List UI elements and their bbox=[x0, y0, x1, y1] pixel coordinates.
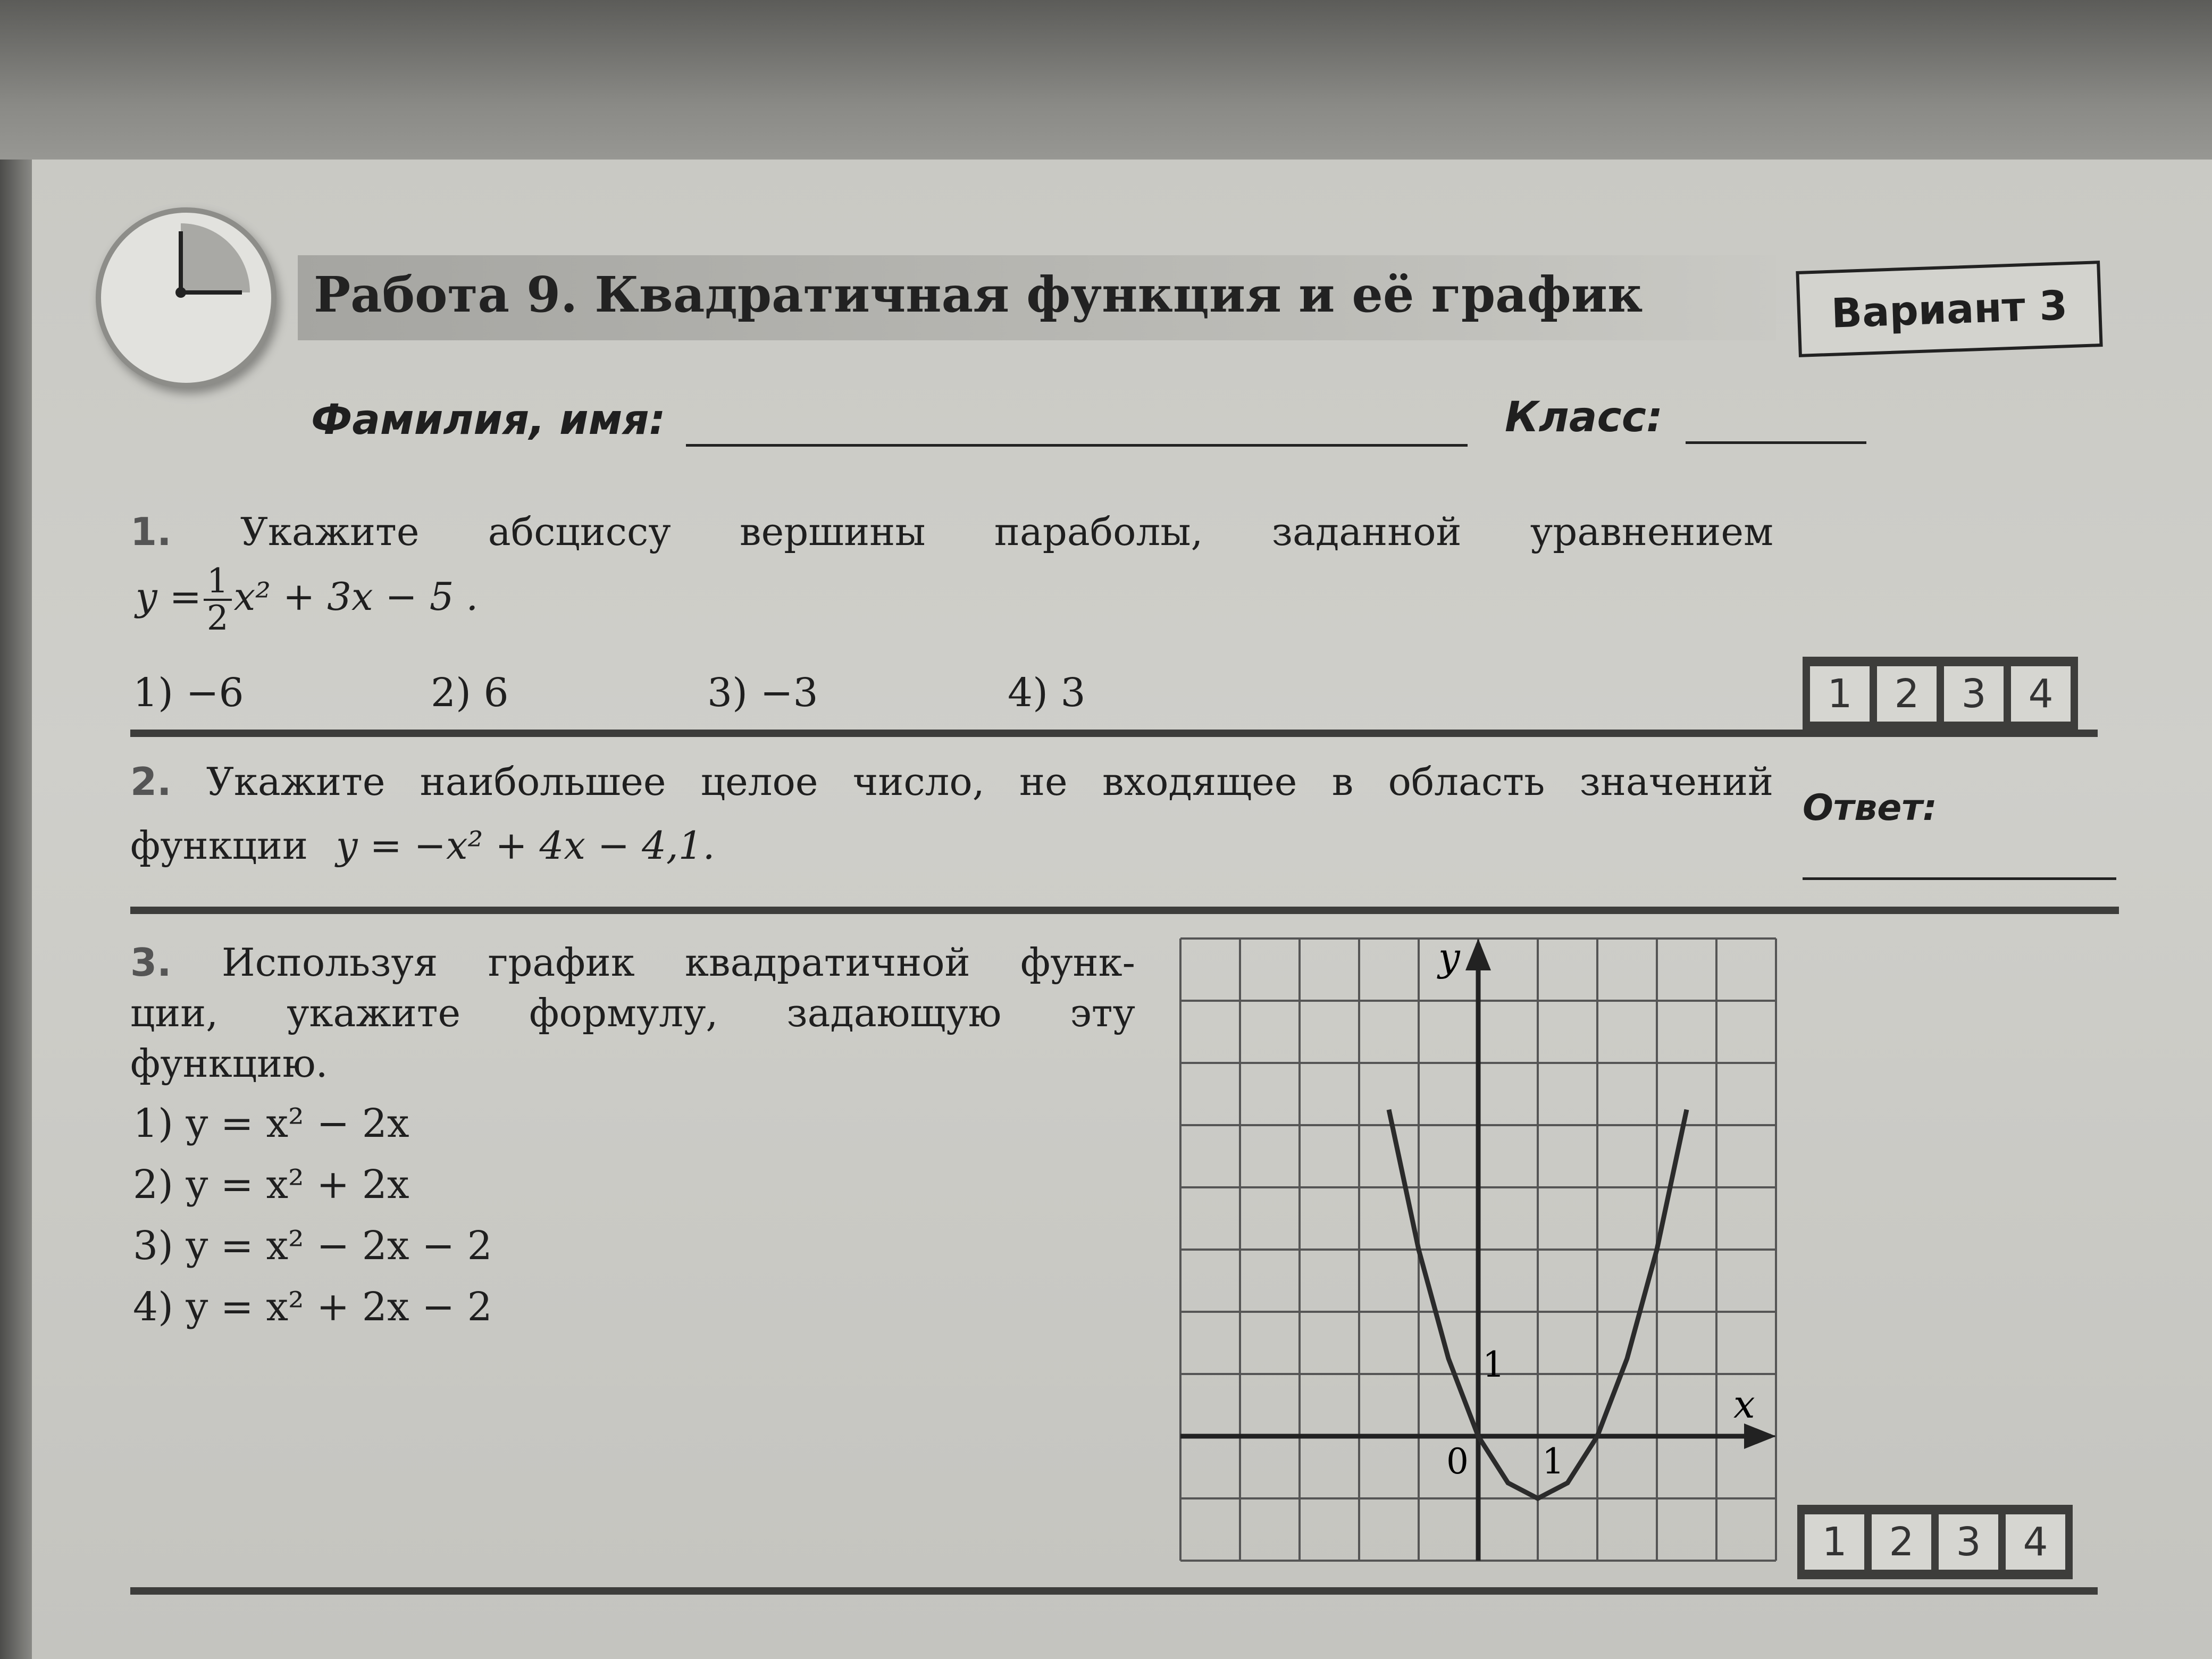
divider bbox=[130, 1587, 2098, 1595]
class-field-line[interactable] bbox=[1686, 441, 1866, 444]
answer-box-1[interactable]: 1 bbox=[1805, 1514, 1864, 1570]
task1-formula-rest: x² + 3x − 5 . bbox=[233, 574, 479, 619]
task3-option-1[interactable]: 1) y = x² − 2x bbox=[133, 1101, 409, 1146]
fraction-denominator: 2 bbox=[206, 599, 229, 638]
task3-question-line3: функцию. bbox=[130, 1041, 328, 1086]
task1-number: 1. bbox=[130, 509, 172, 554]
name-field-line[interactable] bbox=[686, 444, 1468, 447]
task1-option-1[interactable]: 1) −6 bbox=[133, 670, 244, 716]
tick-x-label: 1 bbox=[1542, 1441, 1564, 1482]
task2-answer-label: Ответ: bbox=[1803, 787, 1937, 829]
task2-text-line1: Укажите наибольшее целое число, не входящее в область значений bbox=[206, 759, 1773, 804]
task3-option-2[interactable]: 2) y = x² + 2x bbox=[133, 1162, 409, 1208]
task3-text-line1: Используя график квадратичной функ- bbox=[221, 940, 1135, 985]
divider bbox=[130, 730, 2098, 737]
clock-icon bbox=[96, 207, 276, 388]
answer-box-3[interactable]: 3 bbox=[1939, 1514, 1998, 1570]
axis-y-label: y bbox=[1438, 936, 1460, 979]
task2-question-line2 bbox=[130, 819, 715, 872]
page-title: Работа 9. Квадратичная функция и её график bbox=[314, 266, 1643, 323]
task2-number: 2. bbox=[130, 759, 172, 804]
name-field-label: Фамилия, имя: bbox=[311, 396, 666, 444]
task2-answer-line[interactable] bbox=[1803, 877, 2116, 880]
tick-y-label: 1 bbox=[1482, 1344, 1505, 1385]
answer-box-4[interactable]: 4 bbox=[2011, 666, 2071, 722]
answer-box-3[interactable]: 3 bbox=[1944, 666, 2004, 722]
task1-fraction bbox=[204, 564, 232, 636]
y-axis-arrow bbox=[1465, 939, 1491, 970]
task2-question-line1 bbox=[130, 755, 1773, 808]
answer-box-4[interactable]: 4 bbox=[2006, 1514, 2065, 1570]
fraction-numerator: 1 bbox=[204, 564, 232, 601]
task1-option-2[interactable]: 2) 6 bbox=[431, 670, 509, 716]
divider bbox=[130, 907, 2119, 914]
task3-option-4[interactable]: 4) y = x² + 2x − 2 bbox=[133, 1284, 492, 1330]
photo-backdrop bbox=[0, 0, 2212, 175]
task1-option-4[interactable]: 4) 3 bbox=[1008, 670, 1086, 716]
page-edge-shadow bbox=[0, 160, 32, 1659]
axis-x-label: x bbox=[1733, 1382, 1755, 1427]
task1-answer-boxes bbox=[1803, 657, 2078, 731]
task3-answer-boxes bbox=[1797, 1505, 2073, 1579]
task1-formula-prefix: y = bbox=[136, 574, 202, 619]
task3-option-3[interactable]: 3) y = x² − 2x − 2 bbox=[133, 1223, 492, 1269]
task1-question bbox=[130, 505, 1773, 558]
task1-text: Укажите абсциссу вершины параболы, заданной уравнением bbox=[240, 509, 1773, 554]
answer-box-2[interactable]: 2 bbox=[1872, 1514, 1931, 1570]
parabola-graph bbox=[1175, 936, 1781, 1563]
task3-number: 3. bbox=[130, 940, 172, 985]
answer-box-2[interactable]: 2 bbox=[1877, 666, 1937, 722]
variant-badge: Вариант 3 bbox=[1796, 261, 2102, 357]
task1-option-3[interactable]: 3) −3 bbox=[707, 670, 818, 716]
origin-label: 0 bbox=[1446, 1441, 1469, 1482]
task2-text-line2: функции bbox=[130, 823, 308, 868]
task2-formula: y = −x² + 4x − 4,1. bbox=[336, 823, 715, 868]
task1-formula bbox=[136, 564, 478, 636]
answer-box-1[interactable]: 1 bbox=[1810, 666, 1870, 722]
task3-question-line1 bbox=[130, 936, 1135, 989]
class-field-label: Класс: bbox=[1505, 393, 1663, 441]
x-axis-arrow bbox=[1744, 1423, 1776, 1449]
task3-question-line2: ции, укажите формулу, задающую эту bbox=[130, 991, 1135, 1035]
